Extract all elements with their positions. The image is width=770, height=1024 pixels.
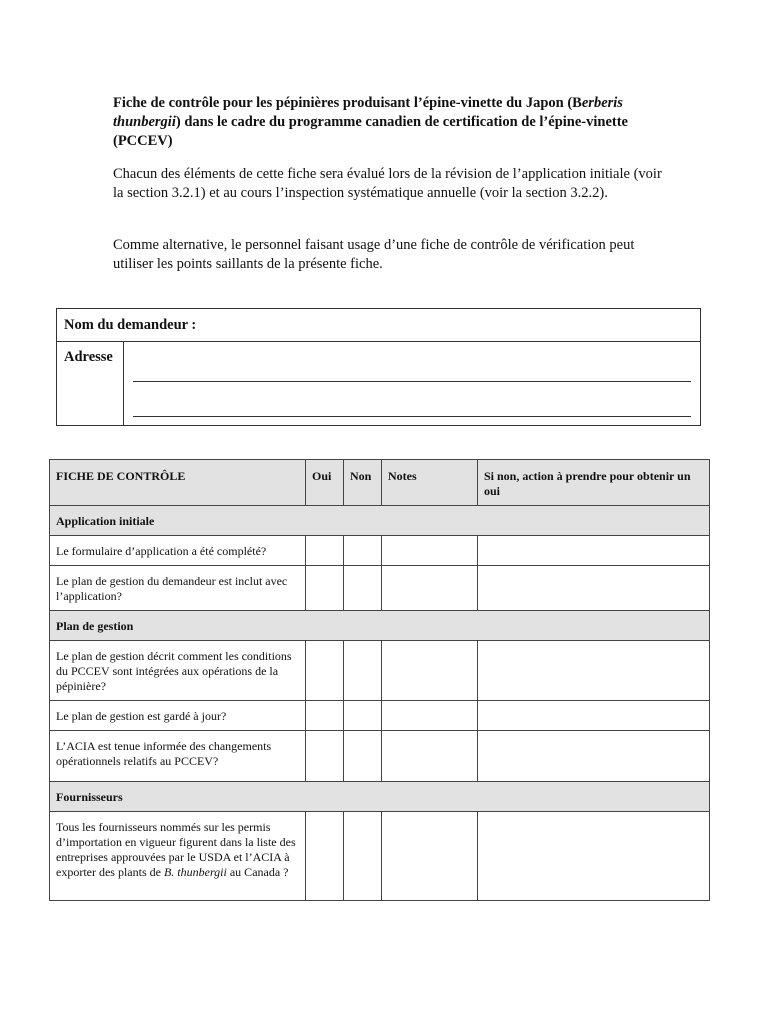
no-cell[interactable] (344, 812, 382, 901)
section-row (50, 506, 710, 536)
yes-cell[interactable] (306, 701, 344, 731)
action-cell[interactable] (478, 731, 710, 782)
action-cell[interactable] (478, 536, 710, 566)
notes-cell[interactable] (382, 731, 478, 782)
applicant-name-label: Nom du demandeur : (64, 317, 197, 333)
section-title: Fournisseurs (50, 782, 710, 812)
header-yes: Oui (306, 460, 344, 506)
yes-cell[interactable] (306, 536, 344, 566)
notes-cell[interactable] (382, 566, 478, 611)
section-row (50, 782, 710, 812)
header-checklist: FICHE DE CONTRÔLE (50, 460, 306, 506)
checklist-question: Le plan de gestion décrit comment les conditions du PCCEV sont intégrées aux opérations de la pépinière? (50, 641, 306, 701)
table-row (50, 536, 710, 566)
table-row (50, 701, 710, 731)
checklist-header-row (50, 460, 710, 506)
yes-cell[interactable] (306, 731, 344, 782)
applicant-name-field[interactable] (57, 309, 700, 342)
header-notes: Notes (382, 460, 478, 506)
yes-cell[interactable] (306, 566, 344, 611)
supplier-question-text-2: au Canada ? (226, 865, 289, 879)
title-species-name: erberis thunbergii (113, 95, 623, 130)
address-line-2[interactable] (133, 416, 691, 417)
checklist-question: Le plan de gestion est gardé à jour? (50, 701, 306, 731)
table-row (50, 731, 710, 782)
checklist-question: Le plan de gestion du demandeur est inclut avec l’application? (50, 566, 306, 611)
applicant-box (56, 308, 701, 426)
action-cell[interactable] (478, 701, 710, 731)
table-row (50, 812, 710, 901)
yes-cell[interactable] (306, 641, 344, 701)
header-no: Non (344, 460, 382, 506)
header-action: Si non, action à prendre pour obtenir un oui (478, 460, 710, 506)
action-cell[interactable] (478, 812, 710, 901)
notes-cell[interactable] (382, 536, 478, 566)
checklist-table (49, 459, 710, 901)
no-cell[interactable] (344, 731, 382, 782)
title-text-1: Fiche de contrôle pour les pépinières produisant l’épine-vinette du Japon (B (113, 95, 582, 111)
notes-cell[interactable] (382, 701, 478, 731)
notes-cell[interactable] (382, 812, 478, 901)
no-cell[interactable] (344, 566, 382, 611)
table-row (50, 566, 710, 611)
alternative-paragraph: Comme alternative, le personnel faisant usage d’une fiche de contrôle de vérification peut utiliser les points saillants de la présente fiche. (113, 237, 635, 272)
address-line-1[interactable] (133, 381, 691, 382)
section-row (50, 611, 710, 641)
checklist-question (50, 812, 306, 901)
action-cell[interactable] (478, 566, 710, 611)
yes-cell[interactable] (306, 812, 344, 901)
notes-cell[interactable] (382, 641, 478, 701)
action-cell[interactable] (478, 641, 710, 701)
checklist-question: Le formulaire d’application a été complété? (50, 536, 306, 566)
section-title: Application initiale (50, 506, 710, 536)
document-title (113, 94, 661, 151)
supplier-question-text-1: Tous les fournisseurs nommés sur les permis d’importation en vigueur figurent dans la liste des entreprises approuvées par le USDA et l’ACIA à exporter des plants de (56, 820, 296, 879)
section-title: Plan de gestion (50, 611, 710, 641)
address-label: Adresse (57, 342, 124, 426)
intro-paragraph: Chacun des éléments de cette fiche sera évalué lors de la révision de l’application initiale (voir la section 3.2.1) et au cours l’inspection systématique annuelle (voir la section 3.2.2). (113, 166, 662, 201)
checklist-question: L’ACIA est tenue informée des changements opérationnels relatifs au PCCEV? (50, 731, 306, 782)
no-cell[interactable] (344, 536, 382, 566)
no-cell[interactable] (344, 701, 382, 731)
no-cell[interactable] (344, 641, 382, 701)
title-text-2: ) dans le cadre du programme canadien de certification de l’épine-vinette (PCCEV) (113, 114, 628, 149)
supplier-species-name: B. thunbergii (163, 865, 227, 879)
table-row (50, 641, 710, 701)
